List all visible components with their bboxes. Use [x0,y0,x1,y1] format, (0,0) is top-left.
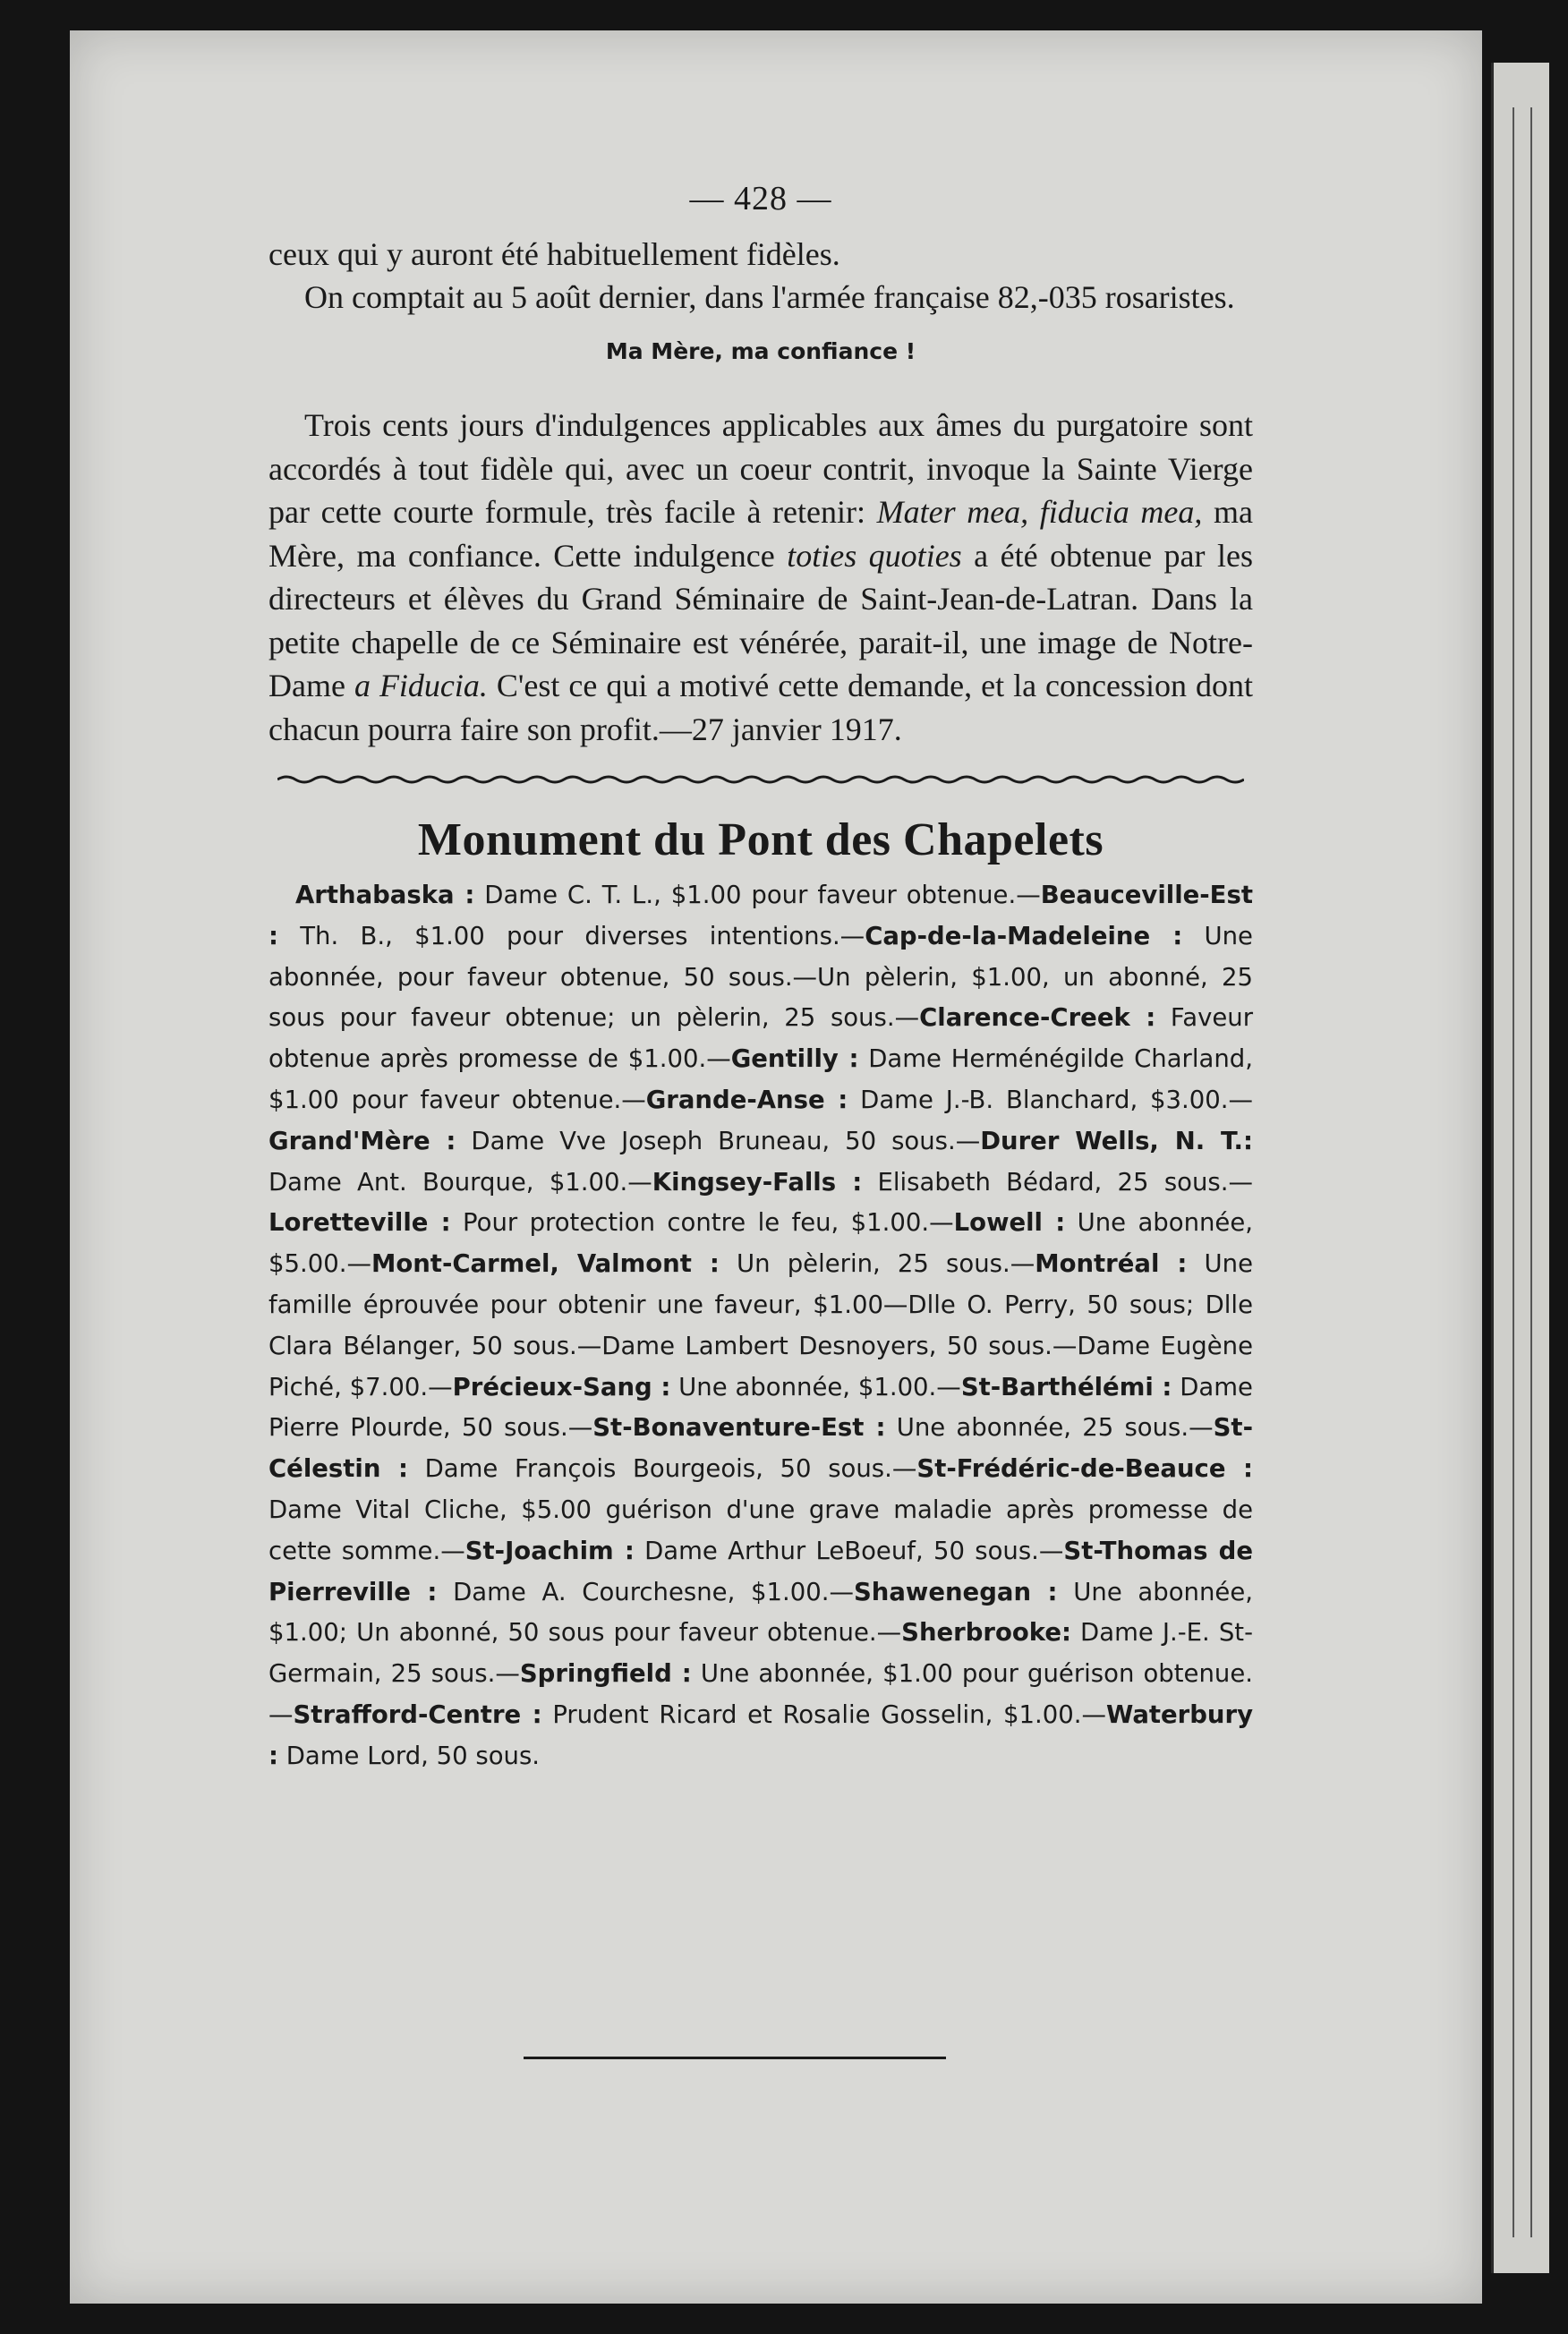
bottom-rule [524,2057,946,2059]
entry-place: Springfield : [519,1659,692,1689]
entry-text: Une famille éprouvée pour obtenir une faveur, $1.00—Dlle O. Perry, 50 sous; Dlle Clara Bélanger, 50 sous.—Dame Lambert Desnoyers, 50 sous.—Dame Eugène Piché, $7.00.— [268,1249,1254,1401]
entry-place: Strafford-Centre : [293,1699,542,1729]
entry-text: Dame Herménégilde Charland, $1.00 pour faveur obtenue.— [268,1044,1253,1114]
entry-place: St-Joachim : [464,1536,635,1565]
entry-place: Mont-Carmel, Valmont : [371,1249,720,1279]
entry-place: Clarence-Creek : [919,1003,1156,1033]
entry-place: Loretteville : [268,1208,451,1238]
entry-place: Shawenegan : [853,1577,1058,1606]
entry-text: Dame Pierre Plourde, 50 sous.— [268,1372,1253,1443]
intro-line-1: ceux qui y auront été habituellement fidèles. [268,236,840,272]
entry-text: Dame François Bourgeois, 50 sous.— [407,1454,917,1484]
entry-place: Kingsey-Falls : [652,1167,863,1197]
entry-text: Un pèlerin, 25 sous.— [719,1249,1035,1279]
entry-place: Lowell : [953,1208,1066,1238]
entry-place: Grand'Mère : [268,1126,456,1155]
entry-text: Faveur obtenue après promesse de $1.00.— [268,1003,1254,1074]
entry-text: Dame C. T. L., $1.00 pour faveur obtenue.— [474,881,1041,909]
indulgence-text-1: Trois cents jours d'indulgences applicables aux âmes du purgatoire sont accordés à tout fidèle qui, avec un coeur contrit, invoque la Sainte Vierge par cette courte formule, très facile à retenir: [268,407,1253,530]
entry-place: Durer Wells, N. T.: [980,1126,1253,1155]
entry-text: Pour protection contre le feu, $1.00.— [450,1208,954,1238]
entry-text: Une abonnée, $5.00.— [268,1208,1254,1279]
section-title: Monument du Pont des Chapelets [417,814,1104,865]
page-binding-edge [1513,107,1532,2237]
entry-place: Montréal : [1035,1249,1188,1279]
indulgence-text-4: C'est ce qui a motivé cette demande, et la concession dont chacun pourra faire son profit.—27 janvier 1917. [268,668,1253,747]
entry-text: Prudent Ricard et Rosalie Gosselin, $1.00.— [541,1699,1106,1729]
entry-text: Dame J.-E. St-Germain, 25 sous.— [268,1618,1253,1689]
monument-donations-list [268,875,1253,1777]
indulgence-italic-3: a Fiducia. [354,668,488,703]
entry-text: Une abonnée, pour faveur obtenue, 50 sous.—Un pèlerin, $1.00, un abonné, 25 sous pour faveur obtenue; un pèlerin, 25 sous.— [268,921,1253,1033]
intro-line-2: On comptait au 5 août dernier, dans l'armée française 82,-035 rosaristes. [304,279,1235,315]
subheading: Ma Mère, ma confiance ! [605,338,916,364]
entry-place: St-Bonaventure-Est : [592,1413,886,1443]
wavy-divider [277,771,1244,788]
entry-place: Sherbrooke: [901,1618,1071,1648]
entry-text: Dame Ant. Bourque, $1.00.— [268,1167,652,1197]
entry-place: St-Frédéric-de-Beauce : [916,1454,1253,1484]
entry-place: St-Célestin : [268,1413,1253,1484]
indulgence-text-2: ma Mère, ma confiance. Cette indulgence [268,494,1253,574]
entry-text: Dame Vve Joseph Bruneau, 50 sous.— [456,1126,981,1155]
entry-text: Une abonnée, $1.00; Un abonné, 50 sous pour faveur obtenue.— [268,1577,1253,1648]
entry-text: Une abonnée, $1.00 pour guérison obtenue.— [268,1659,1253,1729]
entry-place: Précieux-Sang : [452,1372,671,1401]
entry-text: Elisabeth Bédard, 25 sous.— [862,1167,1253,1197]
entry-text: Dame Arthur LeBoeuf, 50 sous.— [634,1536,1064,1565]
entry-place: Grande-Anse : [645,1085,848,1114]
indulgence-paragraph [268,404,1253,751]
entry-place: St-Thomas de Pierreville : [268,1536,1253,1606]
entry-place: St-Barthélémi : [960,1372,1172,1401]
page-content [268,179,1253,1777]
entry-place: Beauceville-Est : [268,881,1253,950]
entry-text: Une abonnée, 25 sous.— [885,1413,1214,1443]
indulgence-italic-2: toties quoties [787,537,962,574]
indulgence-italic-1: Mater mea, fiducia mea, [876,494,1203,530]
entry-place: Arthabaska : [295,881,475,909]
indulgence-text-3: a été obtenue par les directeurs et élèves du Grand Séminaire de Saint-Jean-de-Latran. Dans la petite chapelle de ce Séminaire est vénérée, parait-il, une image de Notre-Dame [268,537,1253,703]
entry-text: Dame Vital Cliche, $5.00 guérison d'une grave maladie après promesse de cette somme.— [268,1495,1253,1565]
entry-place: Gentilly : [730,1044,859,1074]
entry-place: Waterbury : [268,1699,1253,1770]
entry-place: Cap-de-la-Madeleine : [865,921,1183,950]
entry-text: Dame A. Courchesne, $1.00.— [437,1577,854,1606]
entry-text: Th. B., $1.00 pour diverses intentions.— [278,921,865,950]
page-number: — 428 — [689,180,832,217]
entry-text: Dame J.-B. Blanchard, $3.00.— [848,1085,1253,1114]
entry-text: Une abonnée, $1.00.— [670,1372,961,1401]
entry-text: Dame Lord, 50 sous. [278,1741,541,1770]
